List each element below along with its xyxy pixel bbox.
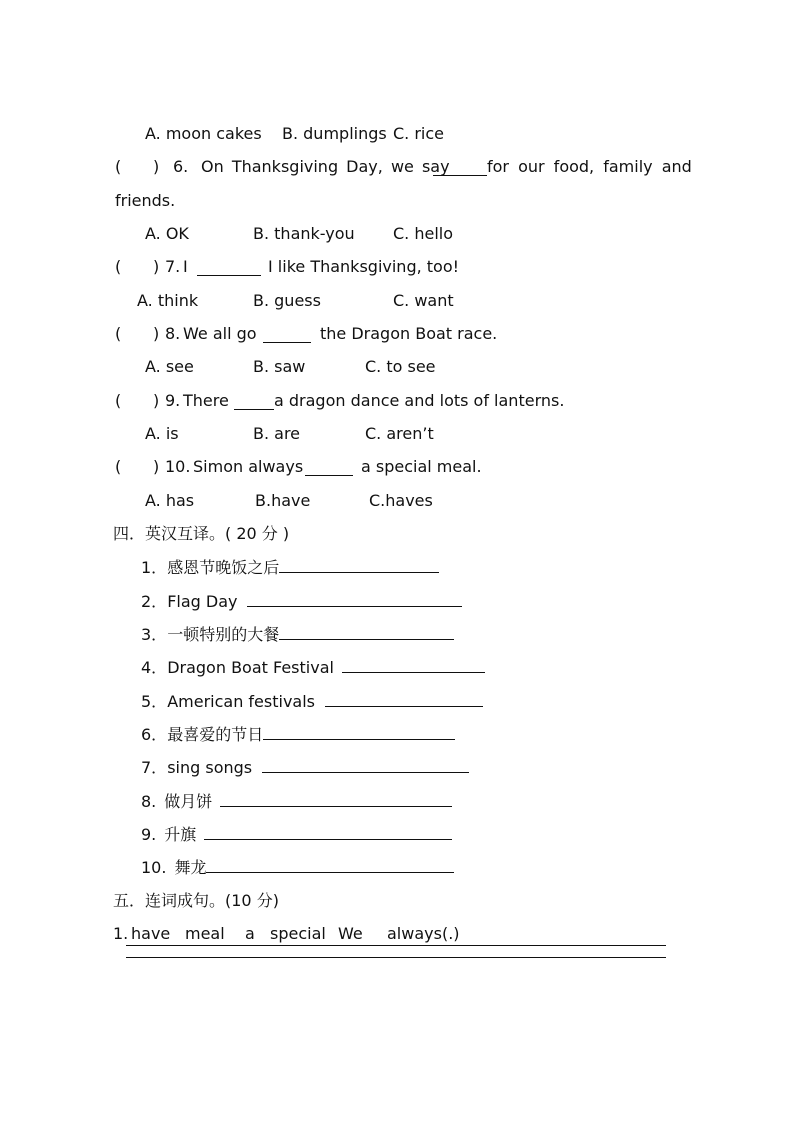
translation-item-1: 1．感恩节晚饭之后 [141, 557, 439, 578]
translation-item-9: 9. 升旗 [141, 824, 452, 845]
q7-option-a: A. think [137, 291, 199, 310]
q7-close-paren: ) [153, 257, 160, 276]
reorder-word: We [338, 924, 363, 943]
q10-open-paren: ( [115, 457, 122, 476]
translation-item-10: 10. 舞龙 [141, 857, 454, 878]
reorder-number: 1. [113, 924, 129, 943]
reorder-word: have [131, 924, 171, 943]
translation-answer-blank[interactable] [342, 657, 485, 673]
q6-option-b: B. thank-you [253, 224, 355, 243]
q9-option-a: A. is [145, 424, 179, 443]
q9-text-2: a dragon dance and lots of lanterns. [274, 391, 565, 410]
translation-item-8: 8. 做月饼 [141, 791, 452, 812]
q7-option-b: B. guess [253, 291, 321, 310]
q10-option-c: C.haves [369, 491, 433, 510]
q8-option-c: C. to see [365, 357, 436, 376]
q5-options [145, 124, 445, 144]
q7-text-2: I like Thanksgiving, too! [268, 257, 460, 276]
translation-answer-blank[interactable] [220, 791, 452, 807]
q9-option-b: B. are [253, 424, 301, 443]
reorder-word: a [245, 924, 255, 943]
translation-answer-blank[interactable] [325, 691, 483, 707]
q6-stem [115, 157, 692, 177]
translation-item-3: 3．一顿特别的大餐 [141, 624, 454, 645]
section4-title: 四．英汉互译。( 20 分 ) [113, 524, 290, 543]
q10-answer-blank[interactable] [305, 460, 353, 476]
q6-text-1: On Thanksgiving Day, we say [201, 157, 450, 176]
q6-answer-blank[interactable] [433, 160, 487, 176]
q5-option-c: C. rice [393, 124, 445, 143]
q9-stem [115, 391, 565, 411]
q9-answer-blank[interactable] [234, 394, 274, 410]
q7-text-1: I [183, 257, 188, 276]
q8-answer-blank[interactable] [263, 327, 311, 343]
q8-stem [115, 324, 498, 344]
q5-option-a: A. moon cakes [145, 124, 262, 143]
translation-item-5: 5．American festivals [141, 691, 483, 712]
section5-title: 五．连词成句。(10 分) [113, 891, 279, 910]
q8-number: 8. [165, 324, 181, 343]
translation-answer-blank[interactable] [206, 857, 454, 873]
translation-answer-blank[interactable] [263, 724, 455, 740]
q8-option-b: B. saw [253, 357, 306, 376]
translation-answer-blank[interactable] [279, 557, 439, 573]
q6-options [145, 224, 454, 244]
q8-text-1: We all go [183, 324, 257, 343]
translation-answer-blank[interactable] [279, 624, 454, 640]
q6-text-3: friends. [115, 191, 176, 210]
q8-close-paren: ) [153, 324, 160, 343]
q5-option-b: B. dumplings [282, 124, 387, 143]
q10-stem [115, 457, 482, 477]
q6-option-a: A. OK [145, 224, 189, 243]
q6-number: 6. [173, 157, 189, 176]
translation-answer-blank[interactable] [262, 757, 469, 773]
reorder-word: meal [185, 924, 225, 943]
q9-text-1: There [183, 391, 229, 410]
q10-option-a: A. has [145, 491, 195, 510]
q10-text-2: a special meal. [361, 457, 482, 476]
q8-open-paren: ( [115, 324, 122, 343]
q10-text-1: Simon always [193, 457, 304, 476]
q9-number: 9. [165, 391, 181, 410]
q10-number: 10. [165, 457, 191, 476]
q7-answer-blank[interactable] [197, 260, 261, 276]
q9-close-paren: ) [153, 391, 160, 410]
reorder-word: always(.) [387, 924, 460, 943]
translation-answer-blank[interactable] [204, 824, 452, 840]
reorder-word: special [270, 924, 326, 943]
reorder-answer-line[interactable] [126, 957, 666, 958]
q6-open-paren: ( [115, 157, 122, 176]
q7-stem [115, 257, 460, 277]
q10-options [145, 491, 433, 511]
reorder-question-1 [113, 924, 460, 944]
q9-options [145, 424, 434, 444]
q8-text-2: the Dragon Boat race. [320, 324, 498, 343]
q6-close-paren: ) [153, 157, 160, 176]
q7-option-c: C. want [393, 291, 454, 310]
q10-close-paren: ) [153, 457, 160, 476]
translation-answer-blank[interactable] [247, 591, 462, 607]
q6-option-c: C. hello [393, 224, 454, 243]
translation-item-4: 4．Dragon Boat Festival [141, 657, 485, 678]
q8-options [145, 357, 436, 377]
q7-number: 7. [165, 257, 181, 276]
reorder-answer-line[interactable] [126, 945, 666, 946]
q9-open-paren: ( [115, 391, 122, 410]
q9-option-c: C. aren’t [365, 424, 434, 443]
translation-item-7: 7．sing songs [141, 757, 469, 778]
q10-option-b: B.have [255, 491, 311, 510]
q6-text-2: for our food, family and [487, 157, 692, 176]
q7-options [137, 291, 454, 311]
translation-item-6: 6．最喜爱的节日 [141, 724, 455, 745]
translation-item-2: 2．Flag Day [141, 591, 462, 612]
q7-open-paren: ( [115, 257, 122, 276]
q8-option-a: A. see [145, 357, 194, 376]
